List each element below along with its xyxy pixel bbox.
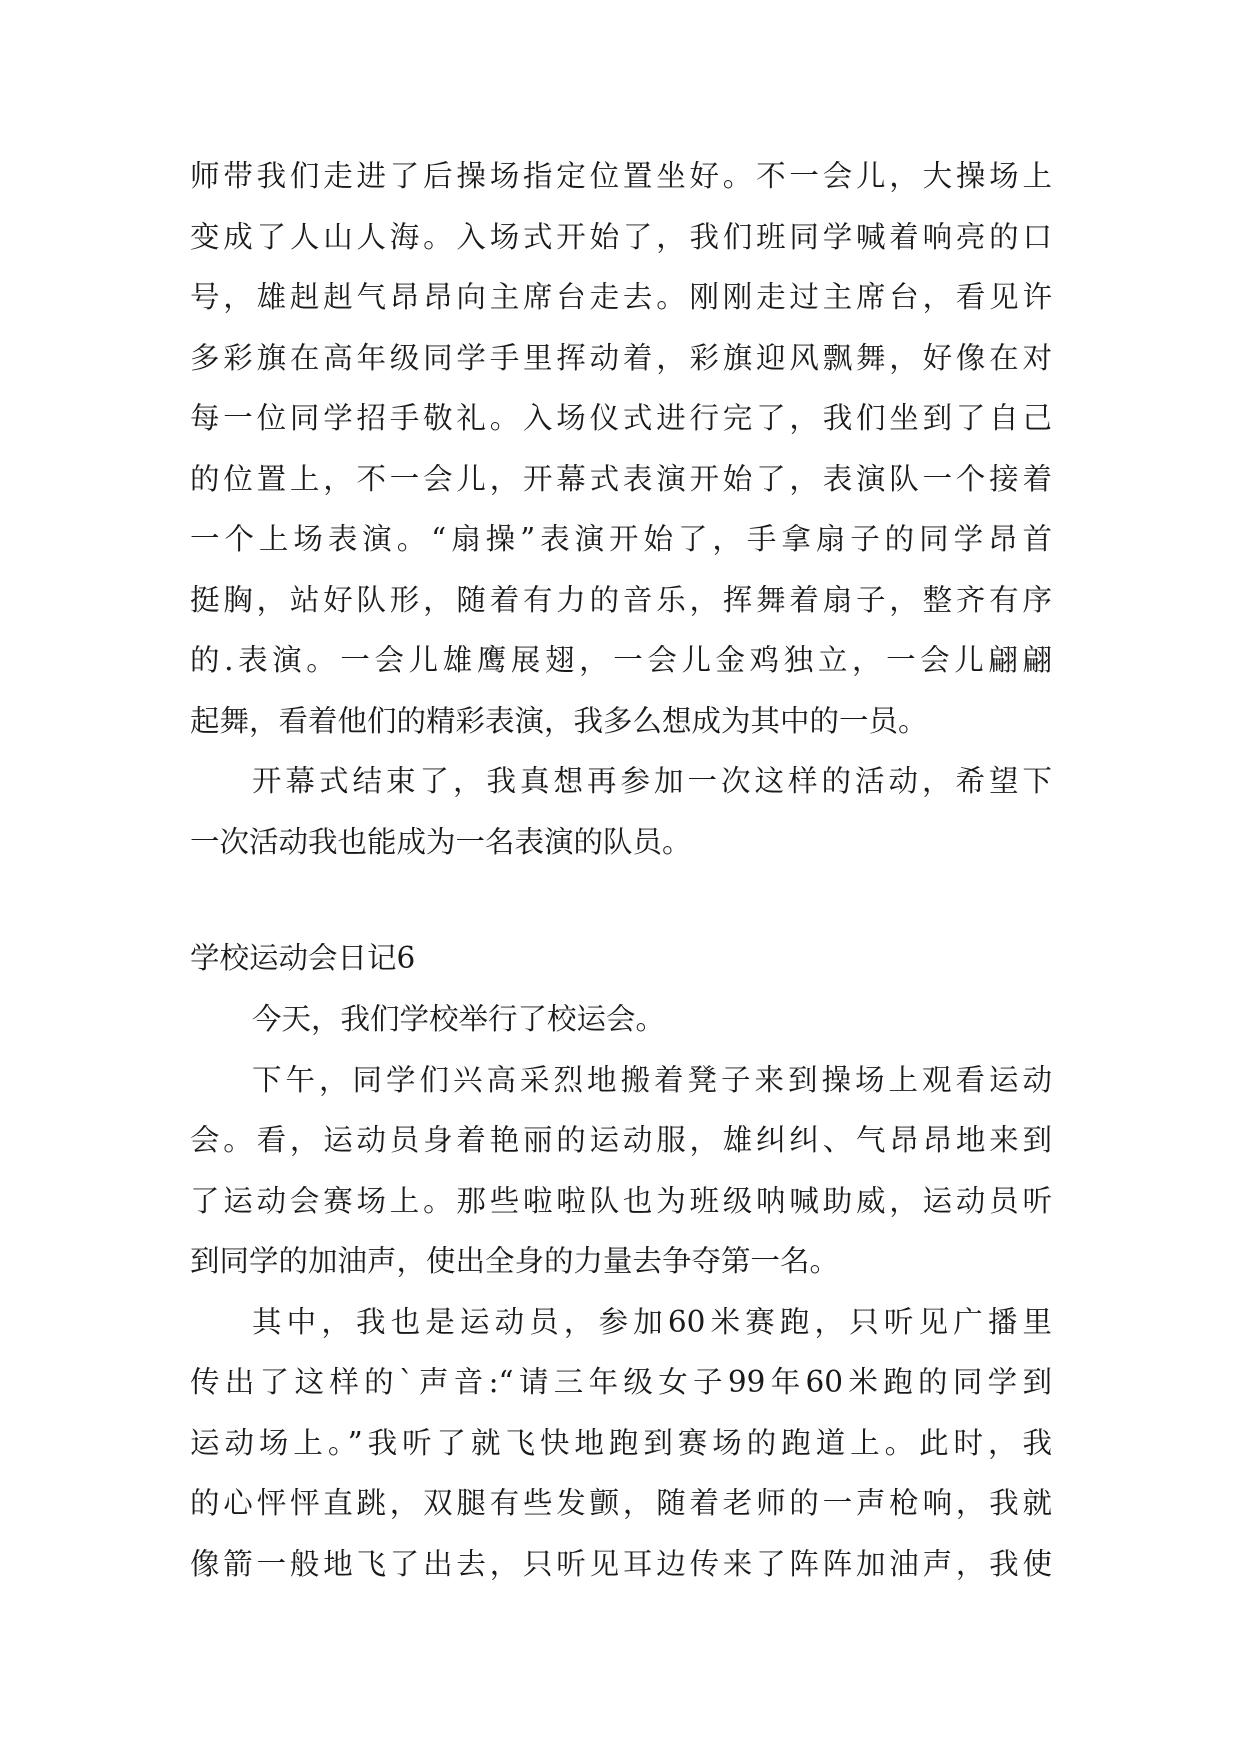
paragraph-line: 传出了这样的`声音:“请三年级女子99年60米跑的同学到 — [190, 1365, 1052, 1399]
paragraph-line: 师带我们走进了后操场指定位置坐好。不一会儿，大操场上 — [190, 159, 1052, 193]
paragraph-line: 今天，我们学校举行了校运会。 — [252, 1002, 666, 1036]
paragraph-line: 一个上场表演。“扇操”表演开始了，手拿扇子的同学昂首 — [190, 522, 1052, 556]
section-1-body — [190, 146, 1052, 872]
paragraph-line: 的位置上，不一会儿，开幕式表演开始了，表演队一个接着 — [190, 461, 1052, 496]
paragraph-line: 起舞，看着他们的精彩表演，我多么想成为其中的一员。 — [190, 703, 928, 738]
paragraph-line: 多彩旗在高年级同学手里挥动着，彩旗迎风飘舞，好像在对 — [190, 340, 1052, 375]
paragraph-line: 像箭一般地飞了出去，只听见耳边传来了阵阵加油声，我使 — [190, 1546, 1052, 1581]
paragraph-line: 会。看，运动员身着艳丽的运动服，雄纠纠、气昂昂地来到 — [190, 1123, 1052, 1157]
section-heading: 学校运动会日记6 — [190, 941, 416, 975]
section-2 — [190, 928, 1052, 989]
paragraph-line: 挺胸，站好队形，随着有力的音乐，挥舞着扇子，整齐有序 — [190, 582, 1052, 617]
paragraph-line: 开幕式结束了，我真想再参加一次这样的活动，希望下 — [252, 764, 1052, 798]
paragraph-line: 一次活动我也能成为一名表演的队员。 — [190, 824, 692, 859]
paragraph-line: 到同学的加油声，使出全身的力量去争夺第一名。 — [190, 1244, 840, 1278]
paragraph-line: 运动场上。”我听了就飞快地跑到赛场的跑道上。此时，我 — [190, 1425, 1052, 1460]
paragraph-line: 号，雄赳赳气昂昂向主席台走去。刚刚走过主席台，看见许 — [190, 280, 1052, 314]
paragraph-line: 其中，我也是运动员，参加60米赛跑，只听见广播里 — [252, 1304, 1052, 1339]
paragraph-line: 了运动会赛场上。那些啦啦队也为班级呐喊助威，运动员听 — [190, 1183, 1052, 1218]
paragraph-line: 变成了人山人海。入场式开始了，我们班同学喊着响亮的口 — [190, 219, 1052, 254]
section-2-body — [190, 989, 1052, 1594]
paragraph-line: 的心怦怦直跳，双腿有些发颤，随着老师的一声枪响，我就 — [190, 1486, 1052, 1520]
paragraph-line: 每一位同学招手敬礼。入场仪式进行完了，我们坐到了自己 — [190, 401, 1052, 435]
paragraph-line: 的.表演。一会儿雄鹰展翅，一会儿金鸡独立，一会儿翩翩 — [190, 643, 1052, 677]
paragraph-line: 下午，同学们兴高采烈地搬着凳子来到操场上观看运动 — [252, 1062, 1052, 1097]
